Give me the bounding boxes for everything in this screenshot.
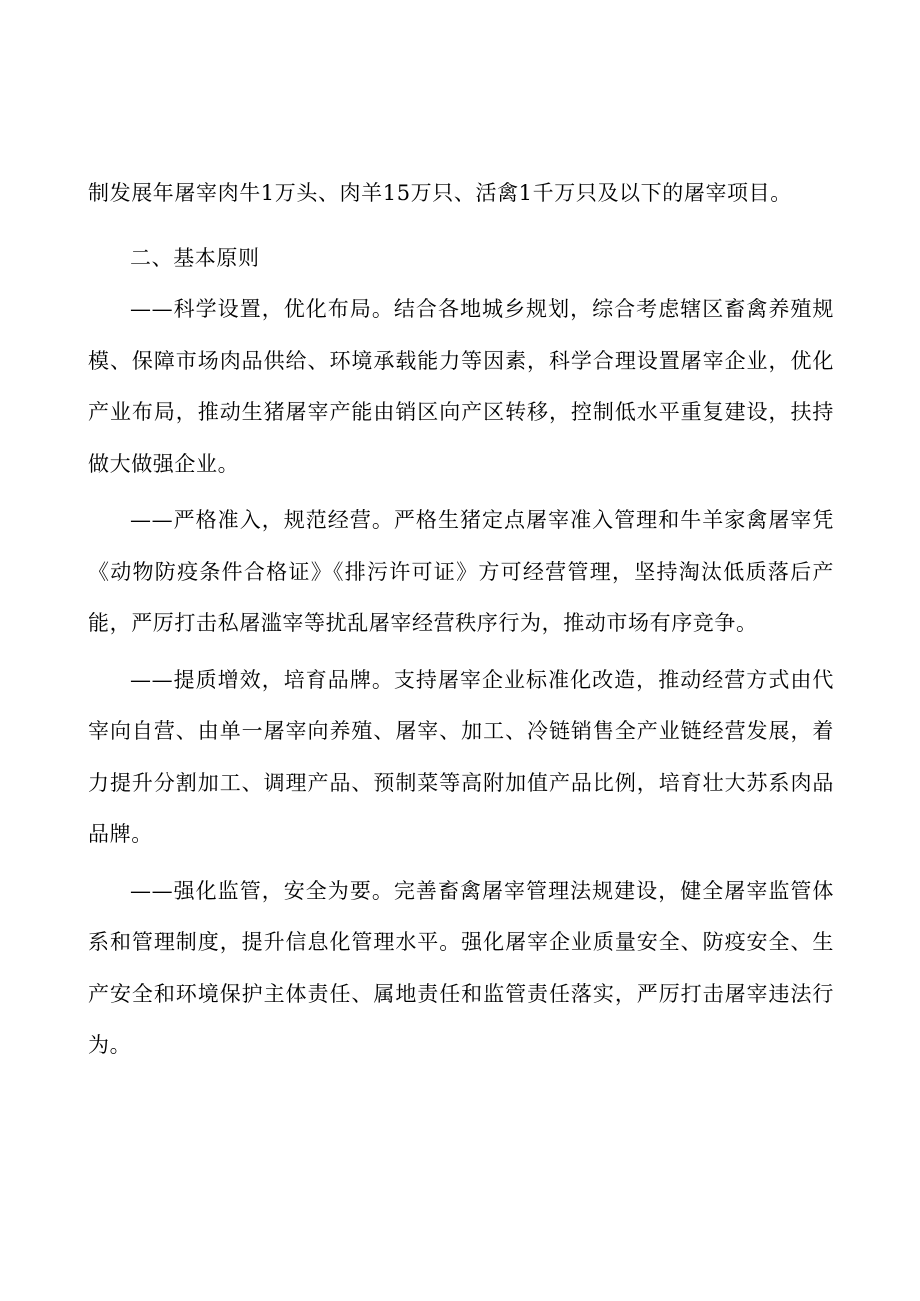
principle-paragraph-strict-access: ——严格准入，规范经营。严格生猪定点屠宰准入管理和牛羊家禽屠宰凭《动物防疫条件合格证》《排污许可证》方可经营管理，坚持淘汰低质落后产能，严厉打击私屠滥宰等扰乱屠宰经营秩序行为，推动市场有序竞争。 [88,508,834,635]
paragraph-continuation: 制发展年屠宰肉牛1万头、肉羊15万只、活禽1千万只及以下的屠宰项目。 [88,181,792,205]
principle-paragraph-quality-brand: ——提质增效，培育品牌。支持屠宰企业标准化改造，推动经营方式由代宰向自营、由单一屠宰向养殖、屠宰、加工、冷链销售全产业链经营发展，着力提升分割加工、调理产品、预制菜等高附加值产品比例，培育壮大苏系肉品品牌。 [88,667,834,846]
document-body [88,168,834,1072]
section-heading-basic-principles: 二、基本原则 [130,245,260,270]
principle-paragraph-supervision-safety: ——强化监管，安全为要。完善畜禽屠宰管理法规建设，健全屠宰监管体系和管理制度，提升信息化管理水平。强化屠宰企业质量安全、防疫安全、生产安全和环境保护主体责任、属地责任和监管责任落实，严厉打击屠宰违法行为。 [88,878,834,1057]
principle-paragraph-scientific-layout: ——科学设置，优化布局。结合各地城乡规划，综合考虑辖区畜禽养殖规模、保障市场肉品供给、环境承载能力等因素，科学合理设置屠宰企业，优化产业布局，推动生猪屠宰产能由销区向产区转移，控制低水平重复建设，扶持做大做强企业。 [88,297,834,476]
